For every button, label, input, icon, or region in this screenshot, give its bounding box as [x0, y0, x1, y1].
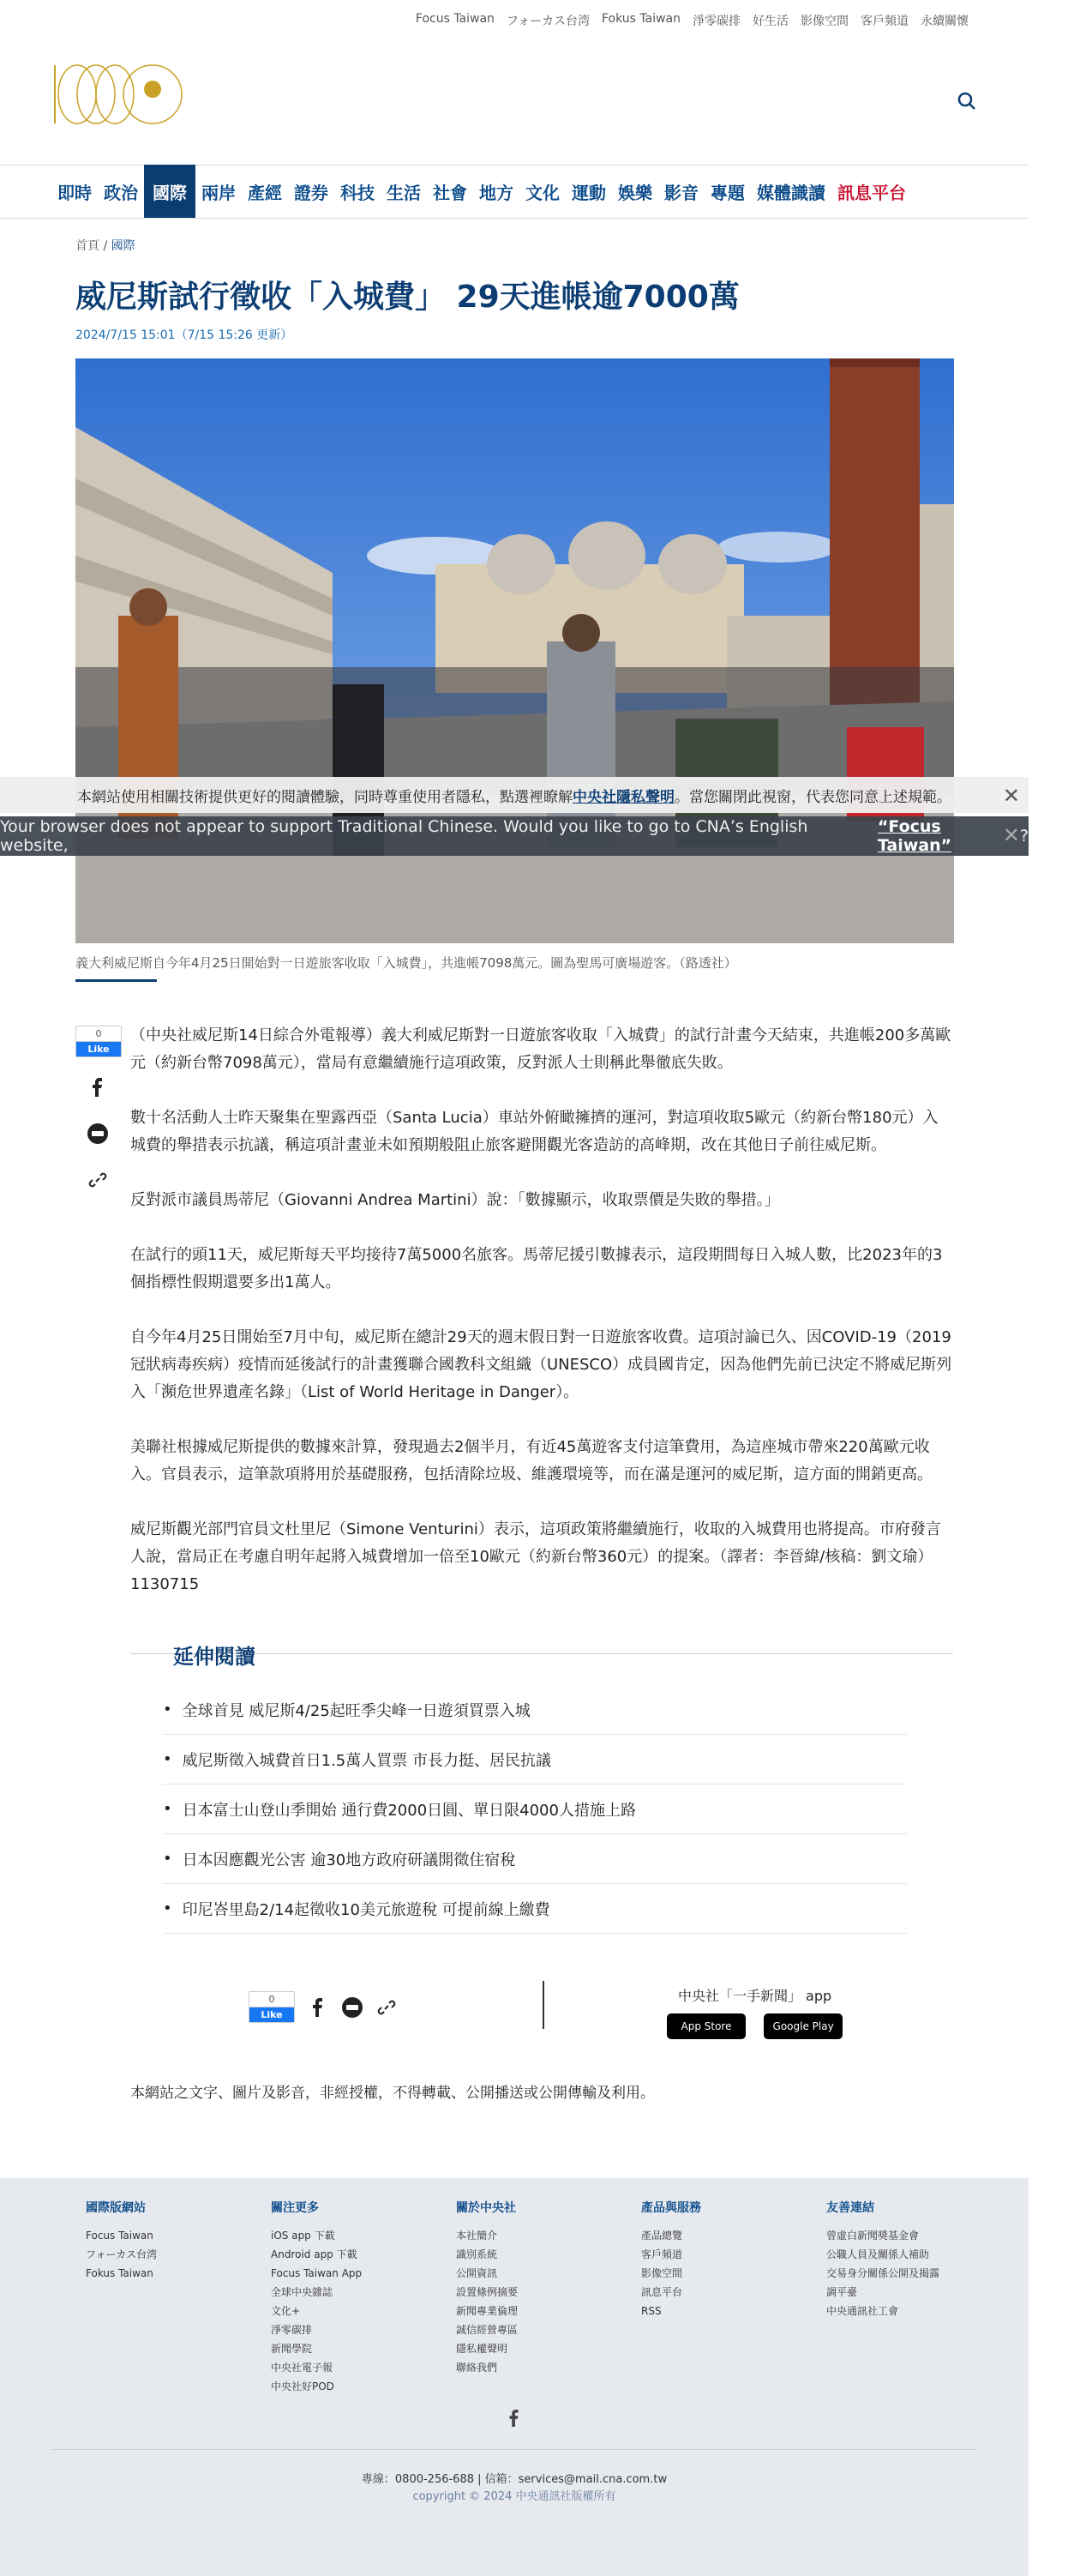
nav-divider: [0, 218, 1029, 219]
nav-item[interactable]: 兩岸: [201, 182, 236, 203]
share-sidebar: [75, 1026, 118, 1196]
nav-item[interactable]: 社會: [433, 182, 467, 203]
footer-link[interactable]: 全球中央雜誌: [271, 2286, 333, 2298]
footer: [0, 2178, 1029, 2576]
close-icon[interactable]: ✕: [1002, 823, 1020, 847]
fb-like-count: 0: [76, 1026, 121, 1042]
footer-column-title: 關於中央社: [456, 2201, 516, 2215]
facebook-icon[interactable]: [309, 1998, 327, 2017]
footer-link[interactable]: Android app 下載: [271, 2248, 357, 2260]
facebook-icon[interactable]: [81, 1071, 114, 1104]
related-item[interactable]: • 全球首見 威尼斯4/25起旺季尖峰一日遊須買票入城: [163, 1685, 907, 1735]
footer-column-title: 國際版網站: [86, 2201, 146, 2215]
nav-item[interactable]: 生活: [387, 182, 421, 203]
footer-column-title: 關注更多: [271, 2201, 319, 2215]
app-store-button[interactable]: App Store: [667, 2013, 746, 2039]
footer-link[interactable]: 中央社好POD: [271, 2380, 334, 2392]
footer-link[interactable]: RSS: [641, 2305, 662, 2317]
related-item[interactable]: • 威尼斯徵入城費首日1.5萬人買票 市長力挺、居民抗議: [163, 1735, 907, 1785]
nav-item[interactable]: 即時: [57, 182, 92, 203]
footer-link[interactable]: 交易身分關係公開及揭露: [826, 2267, 940, 2279]
related-item[interactable]: • 日本富士山登山季開始 通行費2000日圓、單日限4000人措施上路: [163, 1785, 907, 1834]
main-nav: [51, 165, 912, 218]
top-link[interactable]: 淨零碳排: [693, 15, 741, 28]
footer-column: [456, 2199, 518, 2377]
article-body: [130, 1022, 953, 1626]
top-link[interactable]: フォーカス台湾: [506, 15, 590, 28]
footer-link[interactable]: 調平臺: [826, 2286, 858, 2298]
fb-like-count: 0: [249, 1992, 294, 2007]
footer-link[interactable]: 客戶頻道: [641, 2248, 683, 2260]
footer-divider: [51, 2449, 977, 2450]
cookie-text-after: 。當您關閉此視窗，代表您同意上述規範。: [675, 788, 951, 806]
footer-link[interactable]: 中央通訊社工會: [826, 2305, 899, 2317]
top-link[interactable]: Focus Taiwan: [415, 12, 495, 26]
breadcrumb-current[interactable]: 國際: [111, 239, 135, 253]
copy-link-icon[interactable]: [377, 1998, 396, 2017]
nav-item[interactable]: 政治: [104, 182, 138, 203]
top-link[interactable]: 好生活: [753, 15, 789, 28]
english-site-banner: [0, 816, 1029, 856]
article-paragraph: 反對派市議員馬蒂尼（Giovanni Andrea Martini）說：「數據顯示，收取票價是失敗的舉措。」: [130, 1191, 780, 1209]
breadcrumb-home[interactable]: 首頁: [75, 239, 99, 253]
fb-like-label: Like: [76, 1042, 121, 1056]
copy-link-icon[interactable]: [81, 1164, 114, 1196]
nav-item[interactable]: 文化: [525, 182, 560, 203]
fb-like-button[interactable]: [249, 1991, 295, 2023]
top-links: [416, 12, 969, 29]
share-bottom: [249, 1991, 396, 2023]
footer-link[interactable]: 曾虛白新聞獎基金會: [826, 2230, 920, 2242]
english-banner-text: Your browser does not appear to support Traditional Chinese. Would you like to go to CNA’s English website,: [0, 817, 808, 855]
footer-link[interactable]: 淨零碳排: [271, 2324, 313, 2336]
footer-link[interactable]: 公職人員及關係人補助: [826, 2248, 930, 2260]
footer-column: [641, 2199, 701, 2320]
top-link[interactable]: 永續關懷: [921, 15, 969, 28]
photo-caption: 義大利威尼斯自今年4月25日開始對一日遊旅客收取「入城費」，共進帳7098萬元。圖為聖馬可廣場遊客。（路透社）: [75, 955, 737, 971]
cna-100-logo[interactable]: [51, 60, 189, 129]
article-paragraph: 自今年4月25日開始至7月中旬，威尼斯在總計29天的週末假日對一日遊旅客收費。這項討論已久、因COVID-19（2019冠狀病毒疾病）疫情而延後試行的計畫獲聯合國教科文組織（UNESCO）成員國肯定，因為他們先前已決定不將威尼斯列入「瀕危世界遺產名錄」（List of World Heritage in Danger）。: [130, 1328, 952, 1401]
line-icon[interactable]: [341, 1996, 363, 2019]
english-banner-q: ?: [1019, 827, 1029, 846]
article-paragraph: （中央社威尼斯14日綜合外電報導）義大利威尼斯對一日遊旅客收取「入城費」的試行計畫今天結束，共進帳200多萬歐元（約新台幣7098萬元），當局有意繼續施行這項政策，反對派人士則稱此舉徹底失敗。: [130, 1026, 951, 1072]
footer-link[interactable]: 新聞學院: [271, 2343, 313, 2355]
nav-item-message-platform[interactable]: 訊息平台: [837, 182, 906, 203]
nav-item[interactable]: 科技: [340, 182, 375, 203]
google-play-button[interactable]: Google Play: [764, 2013, 843, 2039]
footer-link[interactable]: Focus Taiwan App: [271, 2267, 363, 2279]
nav-item[interactable]: 地方: [479, 182, 513, 203]
footer-link[interactable]: Fokus Taiwan: [86, 2267, 153, 2279]
app-promo-title: 中央社「一手新聞」 app: [677, 1988, 832, 2004]
footer-link[interactable]: 公開資訊: [456, 2267, 498, 2279]
top-link[interactable]: Fokus Taiwan: [601, 12, 681, 26]
footer-link[interactable]: iOS app 下載: [271, 2230, 335, 2242]
related-item[interactable]: • 印尼峇里島2/14起徵收10美元旅遊稅 可提前線上繳費: [163, 1884, 907, 1934]
breadcrumb-separator: /: [103, 239, 108, 253]
close-icon[interactable]: ✕: [1002, 784, 1020, 808]
copyright-note: 本網站之文字、圖片及影音，非經授權，不得轉載、公開播送或公開傳輸及利用。: [130, 2085, 655, 2102]
footer-link[interactable]: フォーカス台湾: [86, 2248, 158, 2260]
nav-item[interactable]: 證券: [294, 182, 328, 203]
article-title: 威尼斯試行徵收「入城費」 29天進帳逾7000萬: [75, 280, 740, 315]
breadcrumb: [75, 237, 135, 254]
article-paragraph: 數十名活動人士昨天聚集在聖露西亞（Santa Lucia）車站外俯瞰擁擠的運河，對這項收取5歐元（約新台幣180元）入城費的舉措表示抗議，稱這項計畫並未如預期般阻止旅客避開觀光客造訪的高峰期，改在其他日子前往威尼斯。: [130, 1109, 939, 1154]
related-heading: 延伸閱讀: [173, 1645, 255, 1669]
footer-link[interactable]: 產品總覽: [641, 2230, 683, 2242]
footer-link[interactable]: 影像空間: [641, 2267, 683, 2279]
footer-link[interactable]: 本社簡介: [456, 2230, 498, 2242]
footer-link[interactable]: 文化+: [271, 2305, 301, 2317]
nav-item[interactable]: 媒體識讀: [757, 182, 825, 203]
footer-link[interactable]: 訊息平台: [641, 2286, 683, 2298]
nav-item[interactable]: 影音: [664, 182, 699, 203]
nav-item-active[interactable]: 國際: [144, 165, 195, 218]
fb-like-label: Like: [249, 2007, 294, 2022]
nav-item[interactable]: 產經: [248, 182, 282, 203]
search-icon[interactable]: [956, 90, 978, 112]
article-paragraph: 在試行的頭11天，威尼斯每天平均接待7萬5000名旅客。馬蒂尼援引數據表示，這段期間每日入城人數，比2023年的3個指標性假期還要多出1萬人。: [130, 1246, 943, 1291]
top-link[interactable]: 客戶頻道: [861, 15, 909, 28]
footer-link[interactable]: Focus Taiwan: [86, 2230, 153, 2242]
top-link[interactable]: 影像空間: [801, 15, 849, 28]
privacy-link[interactable]: 中央社隱私聲明: [573, 788, 675, 806]
footer-link[interactable]: 聯絡我們: [456, 2362, 498, 2374]
caption-underline: [75, 979, 157, 982]
fb-like-button[interactable]: [75, 1026, 122, 1057]
related-item[interactable]: • 日本因應觀光公害 逾30地方政府研議開徵住宿稅: [163, 1834, 907, 1884]
footer-link[interactable]: 中央社電子報: [271, 2362, 333, 2374]
article-date: 2024/7/15 15:01（7/15 15:26 更新）: [75, 328, 293, 342]
footer-link[interactable]: 誠信經營專區: [456, 2324, 519, 2336]
nav-item[interactable]: 運動: [572, 182, 606, 203]
footer-link[interactable]: 設置條例摘要: [456, 2286, 519, 2298]
footer-link[interactable]: 新聞專業倫理: [456, 2305, 519, 2317]
article-paragraph: 威尼斯觀光部門官員文杜里尼（Simone Venturini）表示，這項政策將繼續施行，收取的入城費用也將提高。市府發言人說，當局正在考慮自明年起將入城費增加一倍至10歐元（約新台幣360元）的提案。（譯者：李晉緯/核稿：劉文瑜）1130715: [130, 1520, 941, 1593]
cookie-text: 本網站使用相關技術提供更好的閱讀體驗，同時尊重使用者隱私，點選裡瞭解: [77, 788, 573, 806]
footer-link[interactable]: 識別系統: [456, 2248, 498, 2260]
footer-column-title: 產品與服務: [641, 2201, 701, 2215]
footer-copyright: copyright © 2024 中央通訊社版權所有: [412, 2490, 616, 2503]
article-paragraph: 美聯社根據威尼斯提供的數據來計算，發現過去2個半月，有近45萬遊客支付這筆費用，為這座城市帶來220萬歐元收入。官員表示，這筆款項將用於基礎服務，包括清除垃圾、維護環境等，而在滿是運河的威尼斯，這方面的開銷更高。: [130, 1438, 933, 1484]
footer-column: [826, 2199, 939, 2320]
facebook-icon[interactable]: [506, 2408, 523, 2429]
related-list: [163, 1685, 907, 1934]
footer-column: [86, 2199, 157, 2283]
app-promo: [660, 1985, 849, 2039]
footer-contact: 專線：0800-256-688 | 信箱：services@mail.cna.com.tw: [361, 2473, 668, 2486]
footer-column-title: 友善連結: [826, 2201, 874, 2215]
nav-item[interactable]: 娛樂: [618, 182, 652, 203]
line-icon[interactable]: [81, 1117, 114, 1150]
footer-link[interactable]: 隱私權聲明: [456, 2343, 508, 2355]
share-divider: [543, 1981, 544, 2029]
related-reading: [130, 1640, 953, 1934]
footer-column: [271, 2199, 362, 2396]
focus-taiwan-link[interactable]: “Focus Taiwan”: [877, 817, 952, 855]
nav-item[interactable]: 專題: [711, 182, 745, 203]
cookie-banner: [0, 777, 1029, 813]
